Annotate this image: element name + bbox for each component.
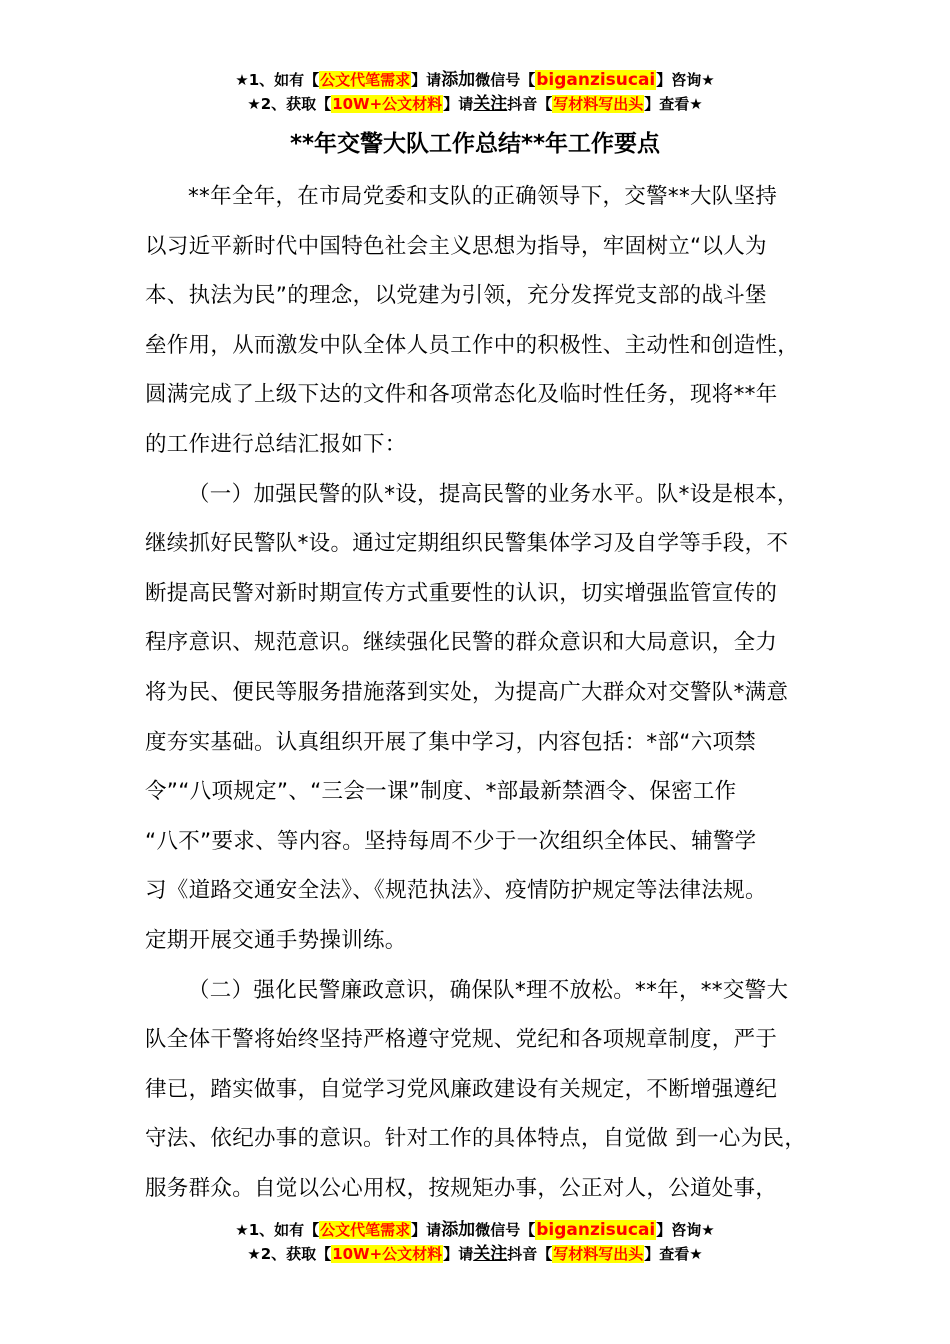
star-icon: ★ (689, 1245, 703, 1263)
text-line: （二）强化民警廉政意识，确保队*理不放松。**年，**交警大 (188, 977, 789, 1003)
highlight-service: 公文代笔需求 (320, 1221, 411, 1239)
promo-text: 2、获取【 (260, 1245, 332, 1263)
promo-text-emphasis: 关注 (473, 94, 508, 114)
text-line: “八不”要求、等内容。坚持每周不少于一次组织全体民、辅警学 (145, 828, 757, 854)
promo-text: 1、如有【 (248, 71, 320, 89)
text-line: 服务群众。自觉以公心用权，按规矩办事，公正对人，公道处事， (145, 1175, 778, 1201)
highlight-douyin-account: 写材料写出头 (553, 1245, 644, 1263)
text-line: 队全体干警将始终坚持严格遵守党规、党纪和各项规章制度，严于 (145, 1027, 778, 1053)
text-line: 度夯实基础。认真组织开展了集中学习，内容包括：*部“六项禁 (145, 729, 757, 755)
text-line: （一）加强民警的队*设，提高民警的业务水平。队*设是根本， (188, 481, 799, 507)
promo-text: 】咨询 (656, 71, 702, 89)
promo-line-2 (0, 92, 950, 116)
promo-banner-bottom (0, 1218, 950, 1266)
text-line: 本、执法为民”的理念，以党建为引领，充分发挥党支部的战斗堡 (145, 283, 767, 309)
star-icon: ★ (235, 1221, 249, 1239)
promo-text: 】查看 (644, 1245, 690, 1263)
star-icon: ★ (701, 71, 715, 89)
promo-text: 】请 (411, 1221, 442, 1239)
text-line: 将为民、便民等服务措施落到实处，为提高广大群众对交警队*满意 (145, 679, 789, 705)
promo-text: 】请 (411, 71, 442, 89)
promo-text: 】请 (443, 1245, 474, 1263)
text-line: 律已，踏实做事，自觉学习党风廉政建设有关规定，不断增强遵纪 (145, 1076, 778, 1102)
promo-text: 微信号【 (475, 71, 536, 89)
promo-text-emphasis: 关注 (473, 1244, 508, 1264)
text-line: 圆满完成了上级下达的文件和各项常态化及临时性任务，现将**年 (145, 382, 778, 408)
promo-text: 】查看 (644, 95, 690, 113)
paragraph-section-2 (145, 966, 835, 1214)
text-line: 令”“八项规定”、“三会一课”制度、*部最新禁酒令、保密工作 (145, 779, 737, 805)
text-line: 继续抓好民警队*设。通过定期组织民警集体学习及自学等手段，不 (145, 531, 789, 557)
text-line: 断提高民警对新时期宣传方式重要性的认识，切实增强监管宣传的 (145, 580, 778, 606)
highlight-materials: 10W+公文材料 (332, 1245, 443, 1263)
promo-line-1 (0, 1218, 950, 1242)
highlight-wechat-id: biganzisucai (536, 70, 656, 90)
promo-text: 】请 (443, 95, 474, 113)
promo-text: 1、如有【 (248, 1221, 320, 1239)
star-icon: ★ (247, 1245, 261, 1263)
promo-text: 】咨询 (656, 1221, 702, 1239)
text-line: 守法、依纪办事的意识。针对工作的具体特点，自觉做 到一心为民， (145, 1126, 807, 1152)
document-title: **年交警大队工作总结**年工作要点 (289, 131, 661, 157)
star-icon: ★ (235, 71, 249, 89)
text-line: 垒作用，从而激发中队全体人员工作中的积极性、主动性和创造性， (145, 332, 800, 358)
promo-text: 抖音【 (507, 95, 553, 113)
star-icon: ★ (701, 1221, 715, 1239)
paragraph-section-1 (145, 470, 835, 966)
promo-line-2 (0, 1242, 950, 1266)
document-body (145, 172, 835, 1213)
highlight-service: 公文代笔需求 (320, 71, 411, 89)
highlight-wechat-id: biganzisucai (536, 1220, 656, 1240)
promo-text: 微信号【 (475, 1221, 536, 1239)
promo-line-1 (0, 68, 950, 92)
star-icon: ★ (689, 95, 703, 113)
highlight-douyin-account: 写材料写出头 (553, 95, 644, 113)
text-line: 程序意识、规范意识。继续强化民警的群众意识和大局意识，全力 (145, 630, 778, 656)
promo-banner-top (0, 68, 950, 116)
text-line: 习《道路交通安全法》、《规范执法》、疫情防护规定等法律法规。 (145, 878, 767, 904)
highlight-materials: 10W+公文材料 (332, 95, 443, 113)
text-line: **年全年，在市局党委和支队的正确领导下，交警**大队坚持 (188, 184, 778, 209)
star-icon: ★ (247, 95, 261, 113)
paragraph-intro (145, 172, 835, 470)
text-line: 以习近平新时代中国特色社会主义思想为指导，牢固树立“以人为 (145, 233, 767, 259)
promo-text-emphasis: 添加 (441, 70, 476, 90)
promo-text: 2、获取【 (260, 95, 332, 113)
promo-text-emphasis: 添加 (441, 1220, 476, 1240)
text-line: 定期开展交通手势操训练。 (145, 927, 407, 953)
text-line: 的工作进行总结汇报如下： (145, 431, 407, 457)
promo-text: 抖音【 (507, 1245, 553, 1263)
